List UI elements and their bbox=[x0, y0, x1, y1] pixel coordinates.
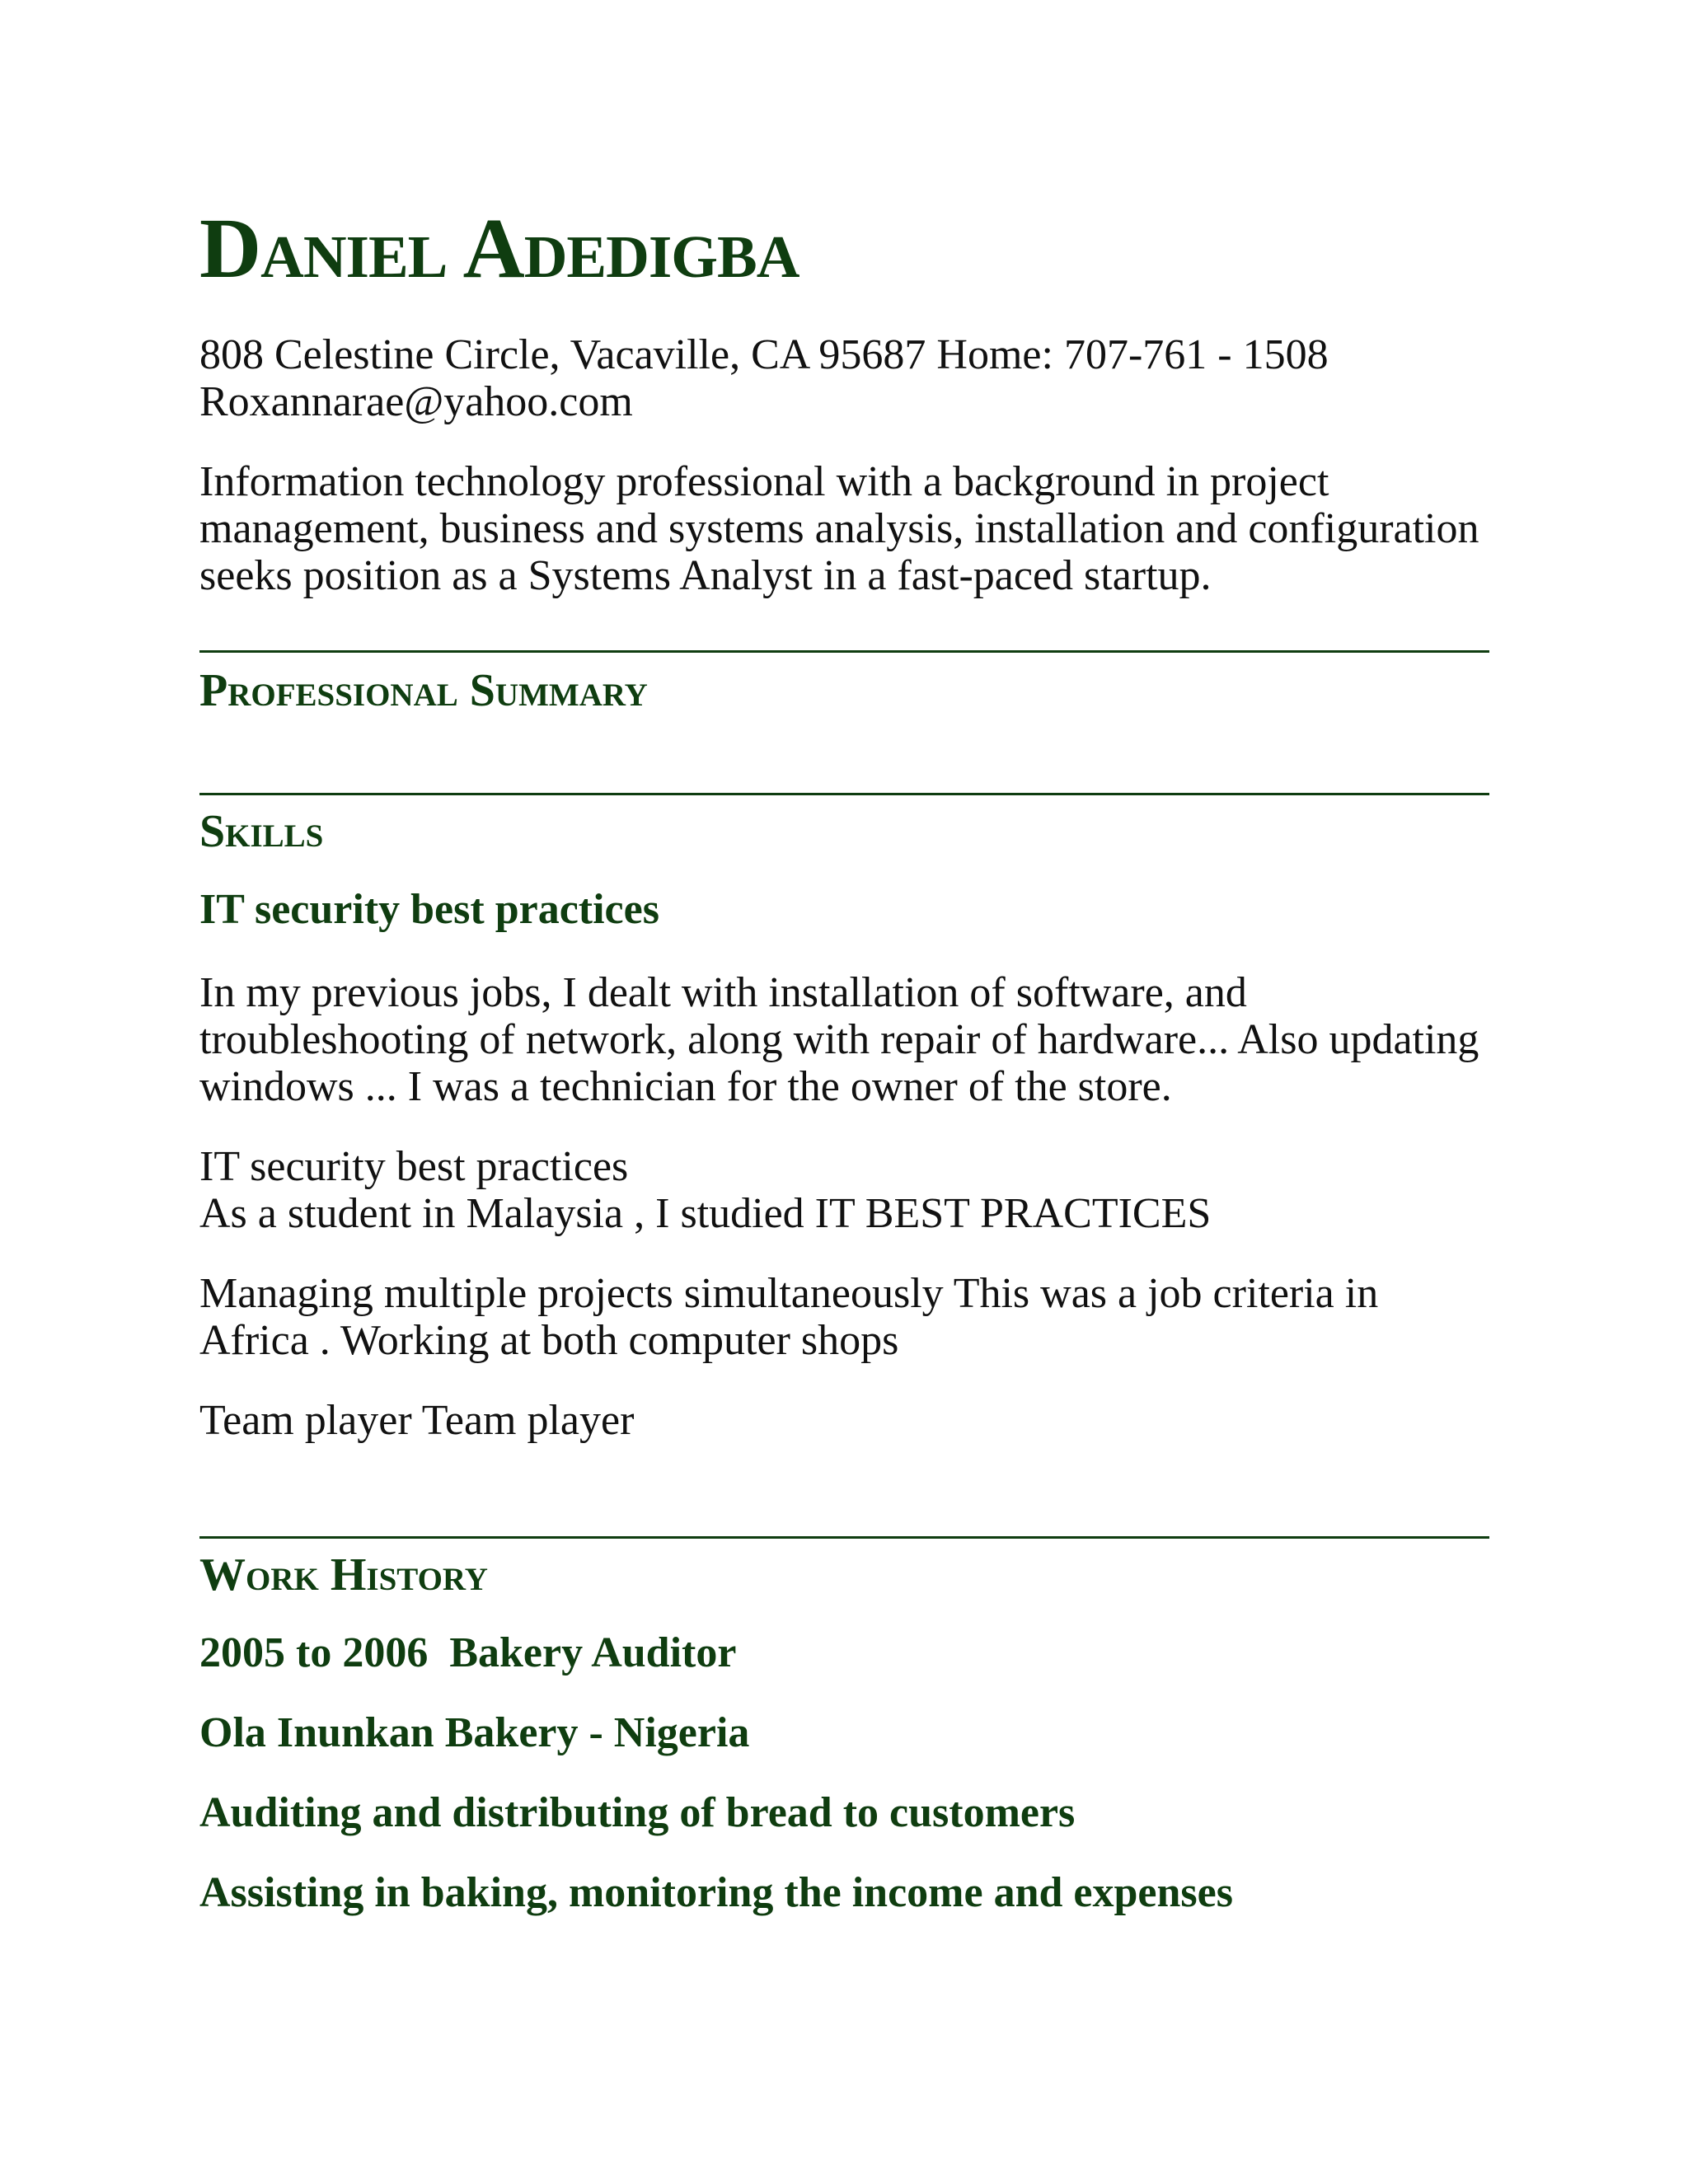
section-divider bbox=[199, 793, 1489, 795]
skills-subheading: IT security best practices bbox=[199, 886, 659, 933]
work-entry-duty: Auditing and distributing of bread to customers bbox=[199, 1789, 1076, 1836]
candidate-name: Daniel Adedigba bbox=[199, 201, 799, 296]
skills-paragraph: In my previous jobs, I dealt with installation of software, and troubleshooting of network, along with repair of hardware... Also updating windows ... I was a technician for the owner of the store. bbox=[199, 969, 1479, 1110]
work-entry-company: Ola Inunkan Bakery - Nigeria bbox=[199, 1709, 750, 1756]
contact-address-phone: 808 Celestine Circle, Vacaville, CA 95687 Home: 707-761 - 1508 bbox=[199, 331, 1329, 378]
professional-summary-heading: Professional Summary bbox=[199, 665, 648, 716]
skills-heading: Skills bbox=[199, 806, 324, 857]
skills-paragraph: Managing multiple projects simultaneously This was a job criteria in Africa . Working at both computer shops bbox=[199, 1270, 1379, 1364]
resume-page bbox=[199, 201, 1489, 1916]
section-divider bbox=[199, 650, 1489, 653]
skills-paragraph bbox=[199, 1143, 1489, 1237]
work-entry-duty: Assisting in baking, monitoring the income and expenses bbox=[199, 1869, 1233, 1916]
skills-paragraph-line: As a student in Malaysia , I studied IT BEST PRACTICES bbox=[199, 1190, 1212, 1237]
skills-paragraph-line: IT security best practices bbox=[199, 1143, 629, 1190]
skills-paragraph: Team player Team player bbox=[199, 1397, 635, 1444]
contact-block bbox=[199, 331, 1489, 425]
contact-email: Roxannarae@yahoo.com bbox=[199, 378, 633, 425]
work-entry-dates-title: 2005 to 2006 Bakery Auditor bbox=[199, 1629, 737, 1676]
objective-statement: Information technology professional with a background in project management, business and systems analysis, installation and configuration seeks position as a Systems Analyst in a fast-paced startup. bbox=[199, 458, 1479, 599]
section-divider bbox=[199, 1536, 1489, 1539]
work-history-heading: Work History bbox=[199, 1549, 488, 1601]
